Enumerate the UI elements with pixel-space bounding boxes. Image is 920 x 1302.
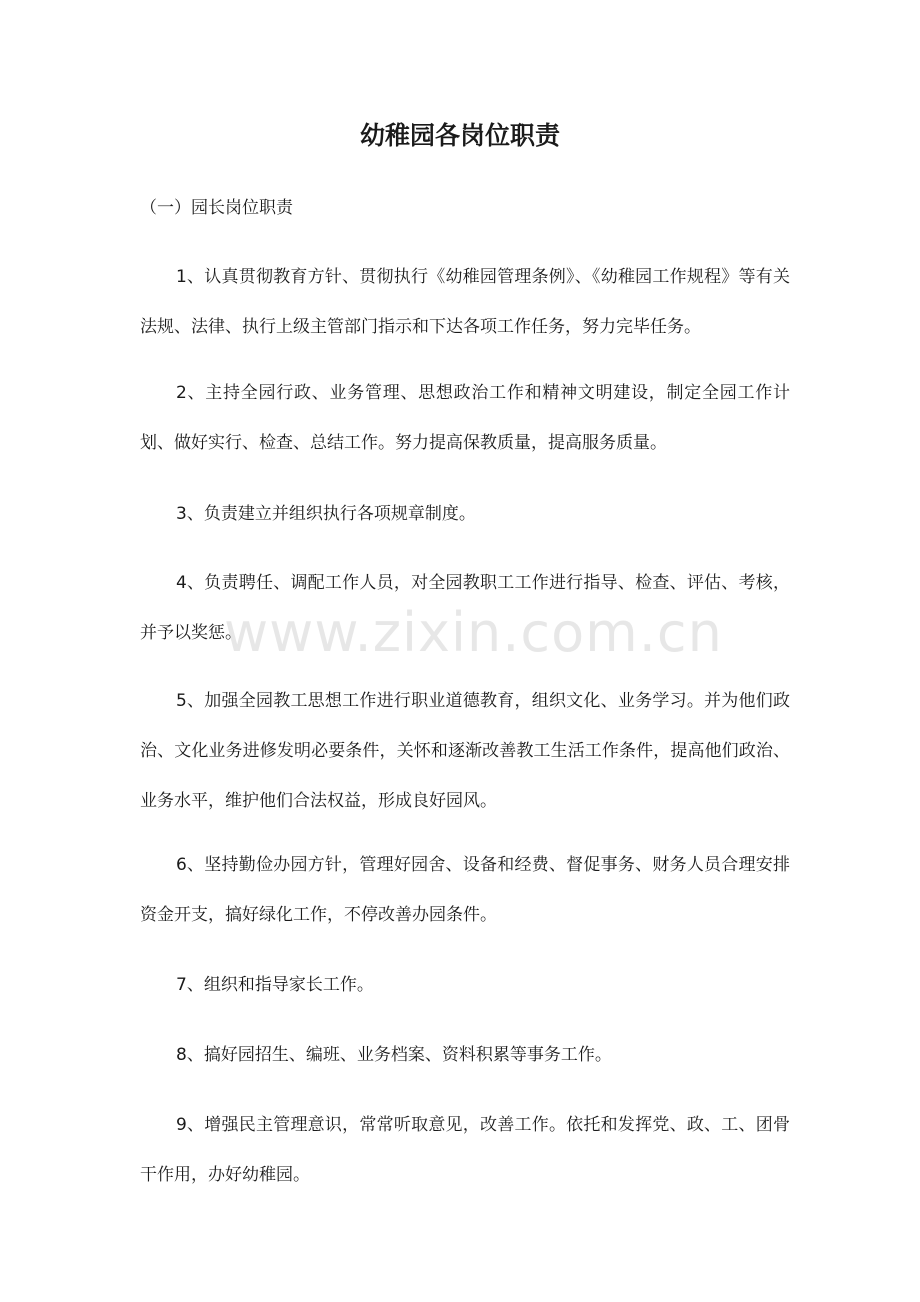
paragraph-item-4: 4、负责聘任、调配工作人员，对全园教职工工作进行指导、检查、评估、考核，并予以奖惩。 xyxy=(140,573,790,643)
paragraph-item-5: 5、加强全园教工思想工作进行职业道德教育，组织文化、业务学习。并为他们政治、文化业务进修发明必要条件，关怀和逐渐改善教工生活工作条件，提高他们政治、业务水平，维护他们合法权益，形成良好园风。 xyxy=(140,691,790,811)
paragraph-item-9: 9、增强民主管理意识，常常听取意见，改善工作。依托和发挥党、政、工、团骨干作用，办好幼稚园。 xyxy=(140,1115,790,1185)
paragraph-item-3: 3、负责建立并组织执行各项规章制度。 xyxy=(176,504,476,524)
paragraph-item-1: 1、认真贯彻教育方针、贯彻执行《幼稚园管理条例》、《幼稚园工作规程》等有关法规、法律、执行上级主管部门指示和下达各项工作任务，努力完毕任务。 xyxy=(140,267,790,337)
watermark: www.zixin.com.cn xyxy=(224,601,723,664)
paragraph-item-6: 6、坚持勤俭办园方针，管理好园舍、设备和经费、督促事务、财务人员合理安排资金开支，搞好绿化工作，不停改善办园条件。 xyxy=(140,855,790,925)
paragraph-item-8: 8、搞好园招生、编班、业务档案、资料积累等事务工作。 xyxy=(176,1045,612,1065)
section-heading: （一）园长岗位职责 xyxy=(140,198,293,218)
paragraph-item-7: 7、组织和指导家长工作。 xyxy=(176,975,374,995)
document-title: 幼稚园各岗位职责 xyxy=(359,121,560,150)
paragraph-item-2: 2、主持全园行政、业务管理、思想政治工作和精神文明建设，制定全园工作计划、做好实行、检查、总结工作。努力提高保教质量，提高服务质量。 xyxy=(140,383,790,453)
